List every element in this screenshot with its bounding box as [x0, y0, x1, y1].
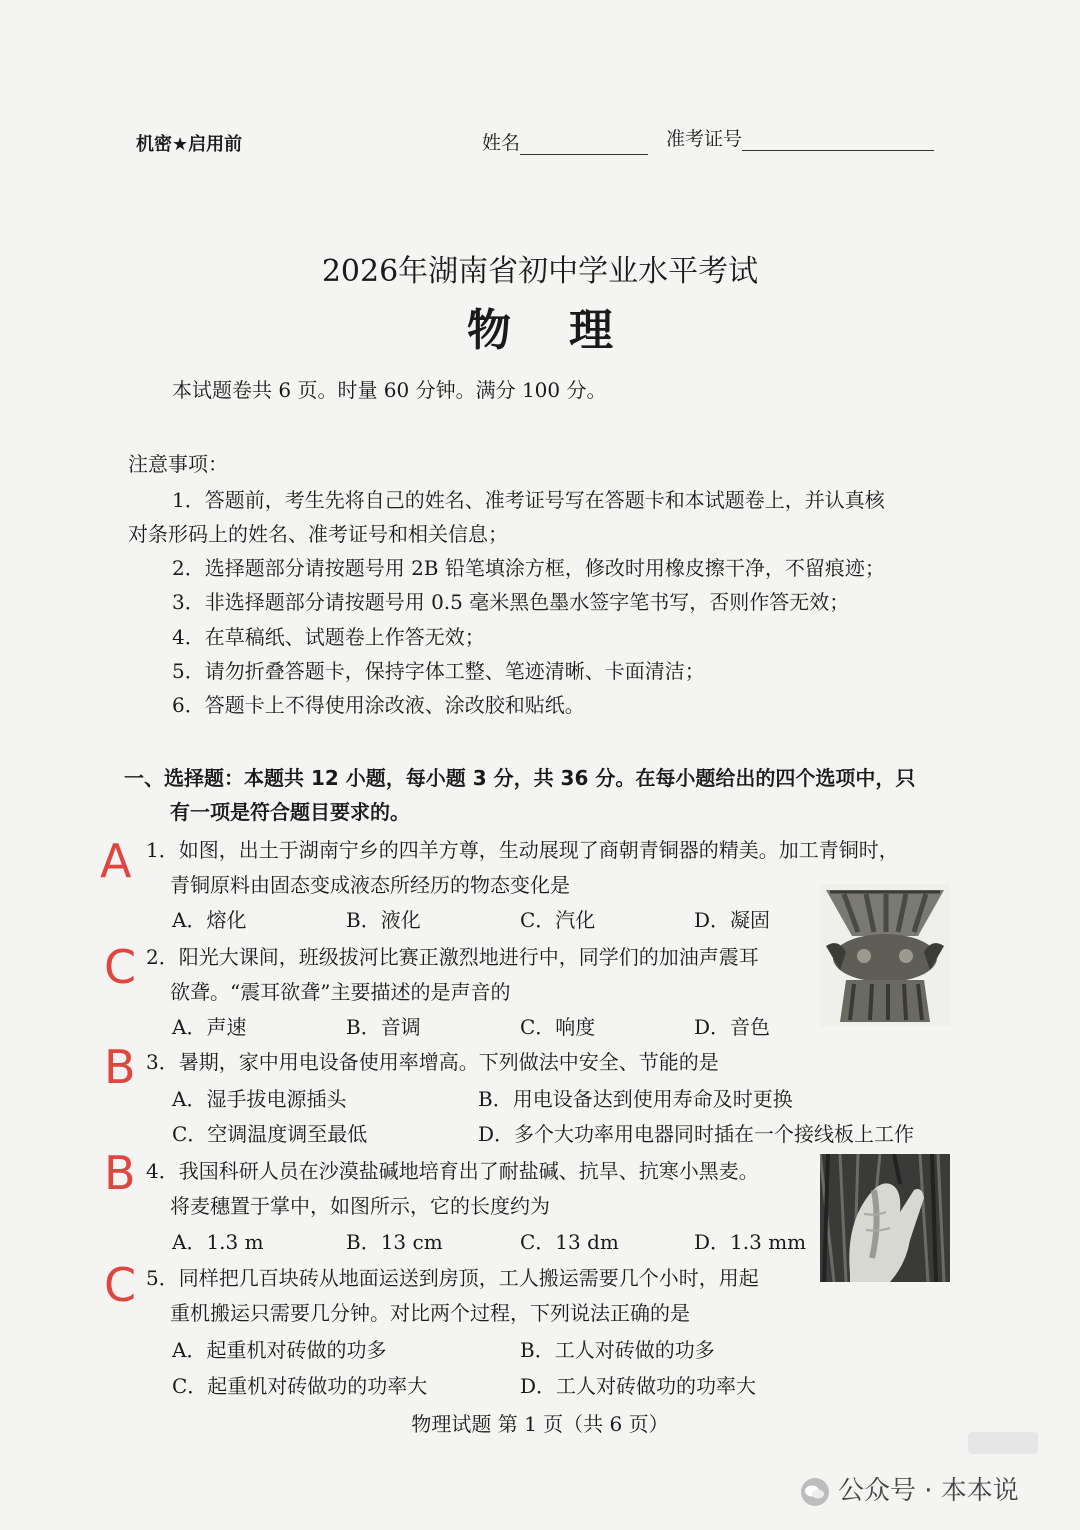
option: C．汽化: [520, 908, 596, 932]
option: D．音色: [694, 1015, 771, 1039]
question-4-stem: 4．我国科研人员在沙漠盐碱地培育出了耐盐碱、抗旱、抗寒小黑麦。: [146, 1159, 759, 1183]
option: D．工人对砖做功的功率大: [520, 1374, 757, 1398]
watermark-text: 公众号 · 本本说: [838, 1476, 1019, 1506]
question-2-stem-cont: 欲聋。“震耳欲聋”主要描述的是声音的: [170, 980, 511, 1004]
option: A．熔化: [172, 908, 247, 932]
question-4-stem-cont: 将麦穗置于掌中，如图所示，它的长度约为: [170, 1194, 550, 1218]
notice-item: 对条形码上的姓名、准考证号和相关信息；: [128, 522, 508, 546]
option: A．起重机对砖做的功多: [172, 1338, 387, 1362]
section-heading-cont: 有一项是符合题目要求的。: [170, 800, 410, 824]
option: C．空调温度调至最低: [172, 1122, 368, 1146]
answer-mark: C: [104, 1258, 137, 1312]
wheat-hand-photo: [820, 1154, 950, 1282]
exam-title: 2026年湖南省初中学业水平考试: [321, 254, 759, 289]
exam-info: 本试题卷共 6 页。时量 60 分钟。满分 100 分。: [172, 378, 607, 402]
name-underline: [520, 136, 648, 155]
page-footer: 物理试题 第 1 页（共 6 页）: [411, 1412, 669, 1436]
notice-item: 1．答题前，考生先将自己的姓名、准考证号写在答题卡和本试题卷上，并认真核: [172, 488, 885, 512]
question-5-stem-cont: 重机搬运只需要几分钟。对比两个过程，下列说法正确的是: [170, 1301, 690, 1325]
answer-mark: B: [104, 1040, 136, 1094]
option: D．1.3 mm: [694, 1230, 807, 1254]
option: C．13 dm: [520, 1230, 619, 1254]
notice-item: 2．选择题部分请按题号用 2B 铅笔填涂方框，修改时用橡皮擦干净，不留痕迹；: [172, 556, 885, 580]
notice-title: 注意事项：: [128, 452, 228, 476]
question-5-stem: 5．同样把几百块砖从地面运送到房顶，工人搬运需要几个小时，用起: [146, 1266, 759, 1290]
subject-title: 物理: [467, 305, 671, 356]
section-heading: 一、选择题：本题共 12 小题，每小题 3 分，共 36 分。在每小题给出的四个选项中，只: [124, 766, 916, 790]
option: B．13 cm: [346, 1230, 443, 1254]
ticket-label: 准考证号: [666, 128, 743, 150]
question-2-stem: 2．阳光大课间，班级拔河比赛正激烈地进行中，同学们的加油声震耳: [146, 945, 759, 969]
confidential-label: 机密★启用前: [136, 134, 243, 155]
option: A．湿手拔电源插头: [172, 1087, 347, 1111]
question-1-stem-cont: 青铜原料由固态变成液态所经历的物态变化是: [170, 873, 570, 897]
question-1-stem: 1．如图，出土于湖南宁乡的四羊方尊，生动展现了商朝青铜器的精美。加工青铜时，: [146, 838, 899, 862]
option: D．多个大功率用电器同时插在一个接线板上工作: [478, 1122, 915, 1146]
option: A．声速: [172, 1015, 247, 1039]
answer-mark: C: [104, 940, 137, 994]
notice-item: 4．在草稿纸、试题卷上作答无效；: [172, 625, 485, 649]
name-label: 姓名: [482, 132, 521, 154]
answer-mark: B: [104, 1146, 136, 1200]
answer-mark: A: [100, 834, 132, 888]
notice-item: 5．请勿折叠答题卡，保持字体工整、笔迹清晰、卡面清洁；: [172, 659, 705, 683]
bronze-vessel-figure: [820, 884, 950, 1026]
option: B．用电设备达到使用寿命及时更换: [478, 1087, 793, 1111]
faded-stamp: [968, 1432, 1038, 1454]
wechat-watermark: [800, 1470, 1019, 1507]
option: C．响度: [520, 1015, 596, 1039]
notice-item: 3．非选择题部分请按题号用 0.5 毫米黑色墨水签字笔书写，否则作答无效；: [172, 590, 850, 614]
option: B．工人对砖做的功多: [520, 1338, 715, 1362]
ticket-field: [666, 124, 934, 151]
option: D．凝固: [694, 908, 771, 932]
option: B．音调: [346, 1015, 421, 1039]
wechat-icon: [800, 1477, 830, 1507]
option: A．1.3 m: [172, 1230, 264, 1254]
name-field: [482, 128, 648, 155]
question-3-stem: 3．暑期，家中用电设备使用率增高。下列做法中安全、节能的是: [146, 1050, 719, 1074]
notice-item: 6．答题卡上不得使用涂改液、涂改胶和贴纸。: [172, 693, 585, 717]
option: C．起重机对砖做功的功率大: [172, 1374, 428, 1398]
ticket-underline: [742, 132, 934, 151]
option: B．液化: [346, 908, 421, 932]
